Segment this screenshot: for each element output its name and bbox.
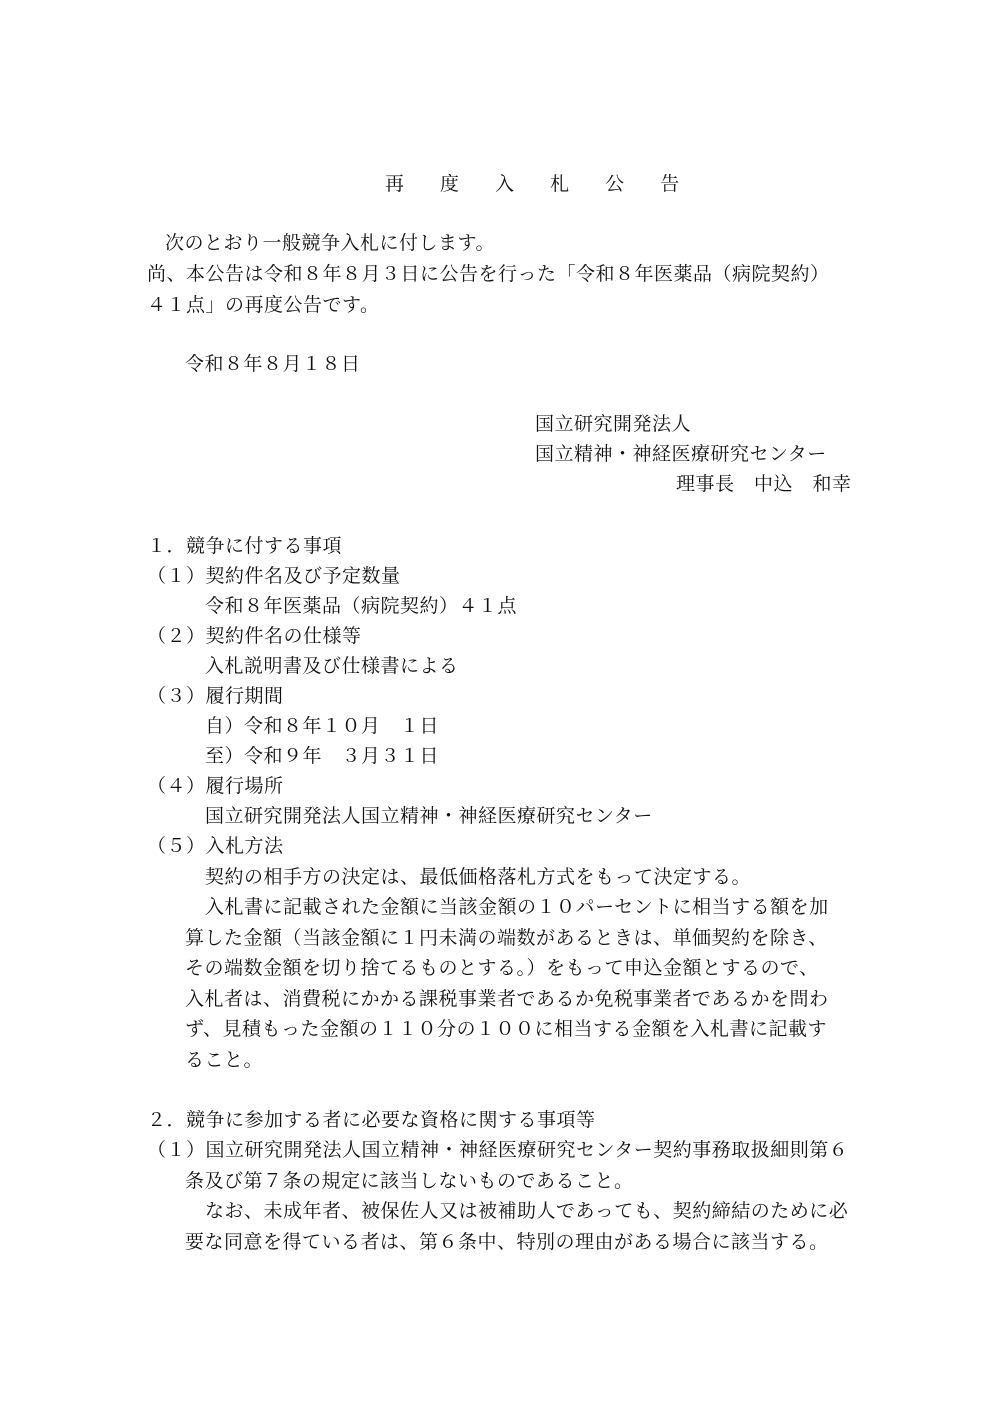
section-1-item-5-label: （５）入札方法	[147, 835, 284, 857]
intro-line-1: 次のとおり一般競争入札に付します。	[165, 232, 495, 254]
bid-method-paragraph-1: 契約の相手方の決定は、最低価格落札方式をもって決定する。	[205, 866, 752, 888]
section-1-item-1-label: （１）契約件名及び予定数量	[147, 565, 401, 587]
period-to: 至）令和９年 ３月３１日	[205, 745, 440, 767]
section-2-item-1-line-2: 条及び第７条の規定に該当しないものであること。	[185, 1170, 634, 1192]
intro-line-2: 尚、本公告は令和８年８月３日に公告を行った「令和８年医薬品（病院契約）	[147, 263, 830, 285]
section-2-item-1-line-1: （１）国立研究開発法人国立精神・神経医療研究センター契約事務取扱細則第６	[147, 1139, 849, 1161]
section-2-item-1-line-3: なお、未成年者、被保佐人又は被補助人であっても、契約締結のために必	[205, 1200, 849, 1222]
section-2-heading: ２．競争に参加する者に必要な資格に関する事項等	[147, 1109, 596, 1131]
notice-date: 令和８年８月１８日	[185, 353, 361, 375]
section-1-item-4-text: 国立研究開発法人国立精神・神経医療研究センター	[205, 805, 653, 827]
section-1-item-1-text: 令和８年医薬品（病院契約）４１点	[205, 595, 518, 617]
period-from: 自）令和８年１０月 １日	[205, 715, 440, 737]
bid-method-paragraph-2-line-2: 算した金額（当該金額に１円未満の端数があるときは、単価契約を除き、	[185, 927, 828, 949]
issuer-org-2: 国立精神・神経医療研究センター	[535, 443, 827, 465]
section-2-item-1-line-4: 要な同意を得ている者は、第６条中、特別の理由がある場合に該当する。	[185, 1231, 829, 1253]
section-1-heading: １．競争に付する事項	[147, 535, 343, 557]
section-1-item-3-label: （３）履行期間	[147, 685, 284, 707]
bid-method-paragraph-2-line-1: 入札書に記載された金額に当該金額の１０パーセントに相当する額を加	[205, 896, 829, 918]
section-1-item-2-label: （２）契約件名の仕様等	[147, 625, 362, 647]
issuer-org-1: 国立研究開発法人	[535, 413, 692, 435]
bid-method-paragraph-2-line-5: ず、見積もった金額の１１０分の１００に相当する金額を入札書に記載す	[185, 1018, 827, 1040]
bid-method-paragraph-2-line-3: その端数金額を切り捨てるものとする。）をもって申込金額とするので、	[185, 957, 819, 979]
page-title: 再 度 入 札 公 告	[385, 173, 695, 195]
bid-method-paragraph-2-line-4: 入札者は、消費税にかかる課税事業者であるか免税事業者であるかを問わ	[185, 988, 829, 1010]
issuer-person: 理事長 中込 和幸	[676, 473, 852, 495]
intro-line-3: ４１点」の再度公告です。	[147, 294, 380, 316]
section-1-item-2-text: 入札説明書及び仕様書による	[205, 655, 459, 677]
section-1-item-4-label: （４）履行場所	[147, 775, 284, 797]
bid-method-paragraph-2-line-6: ること。	[185, 1049, 264, 1071]
